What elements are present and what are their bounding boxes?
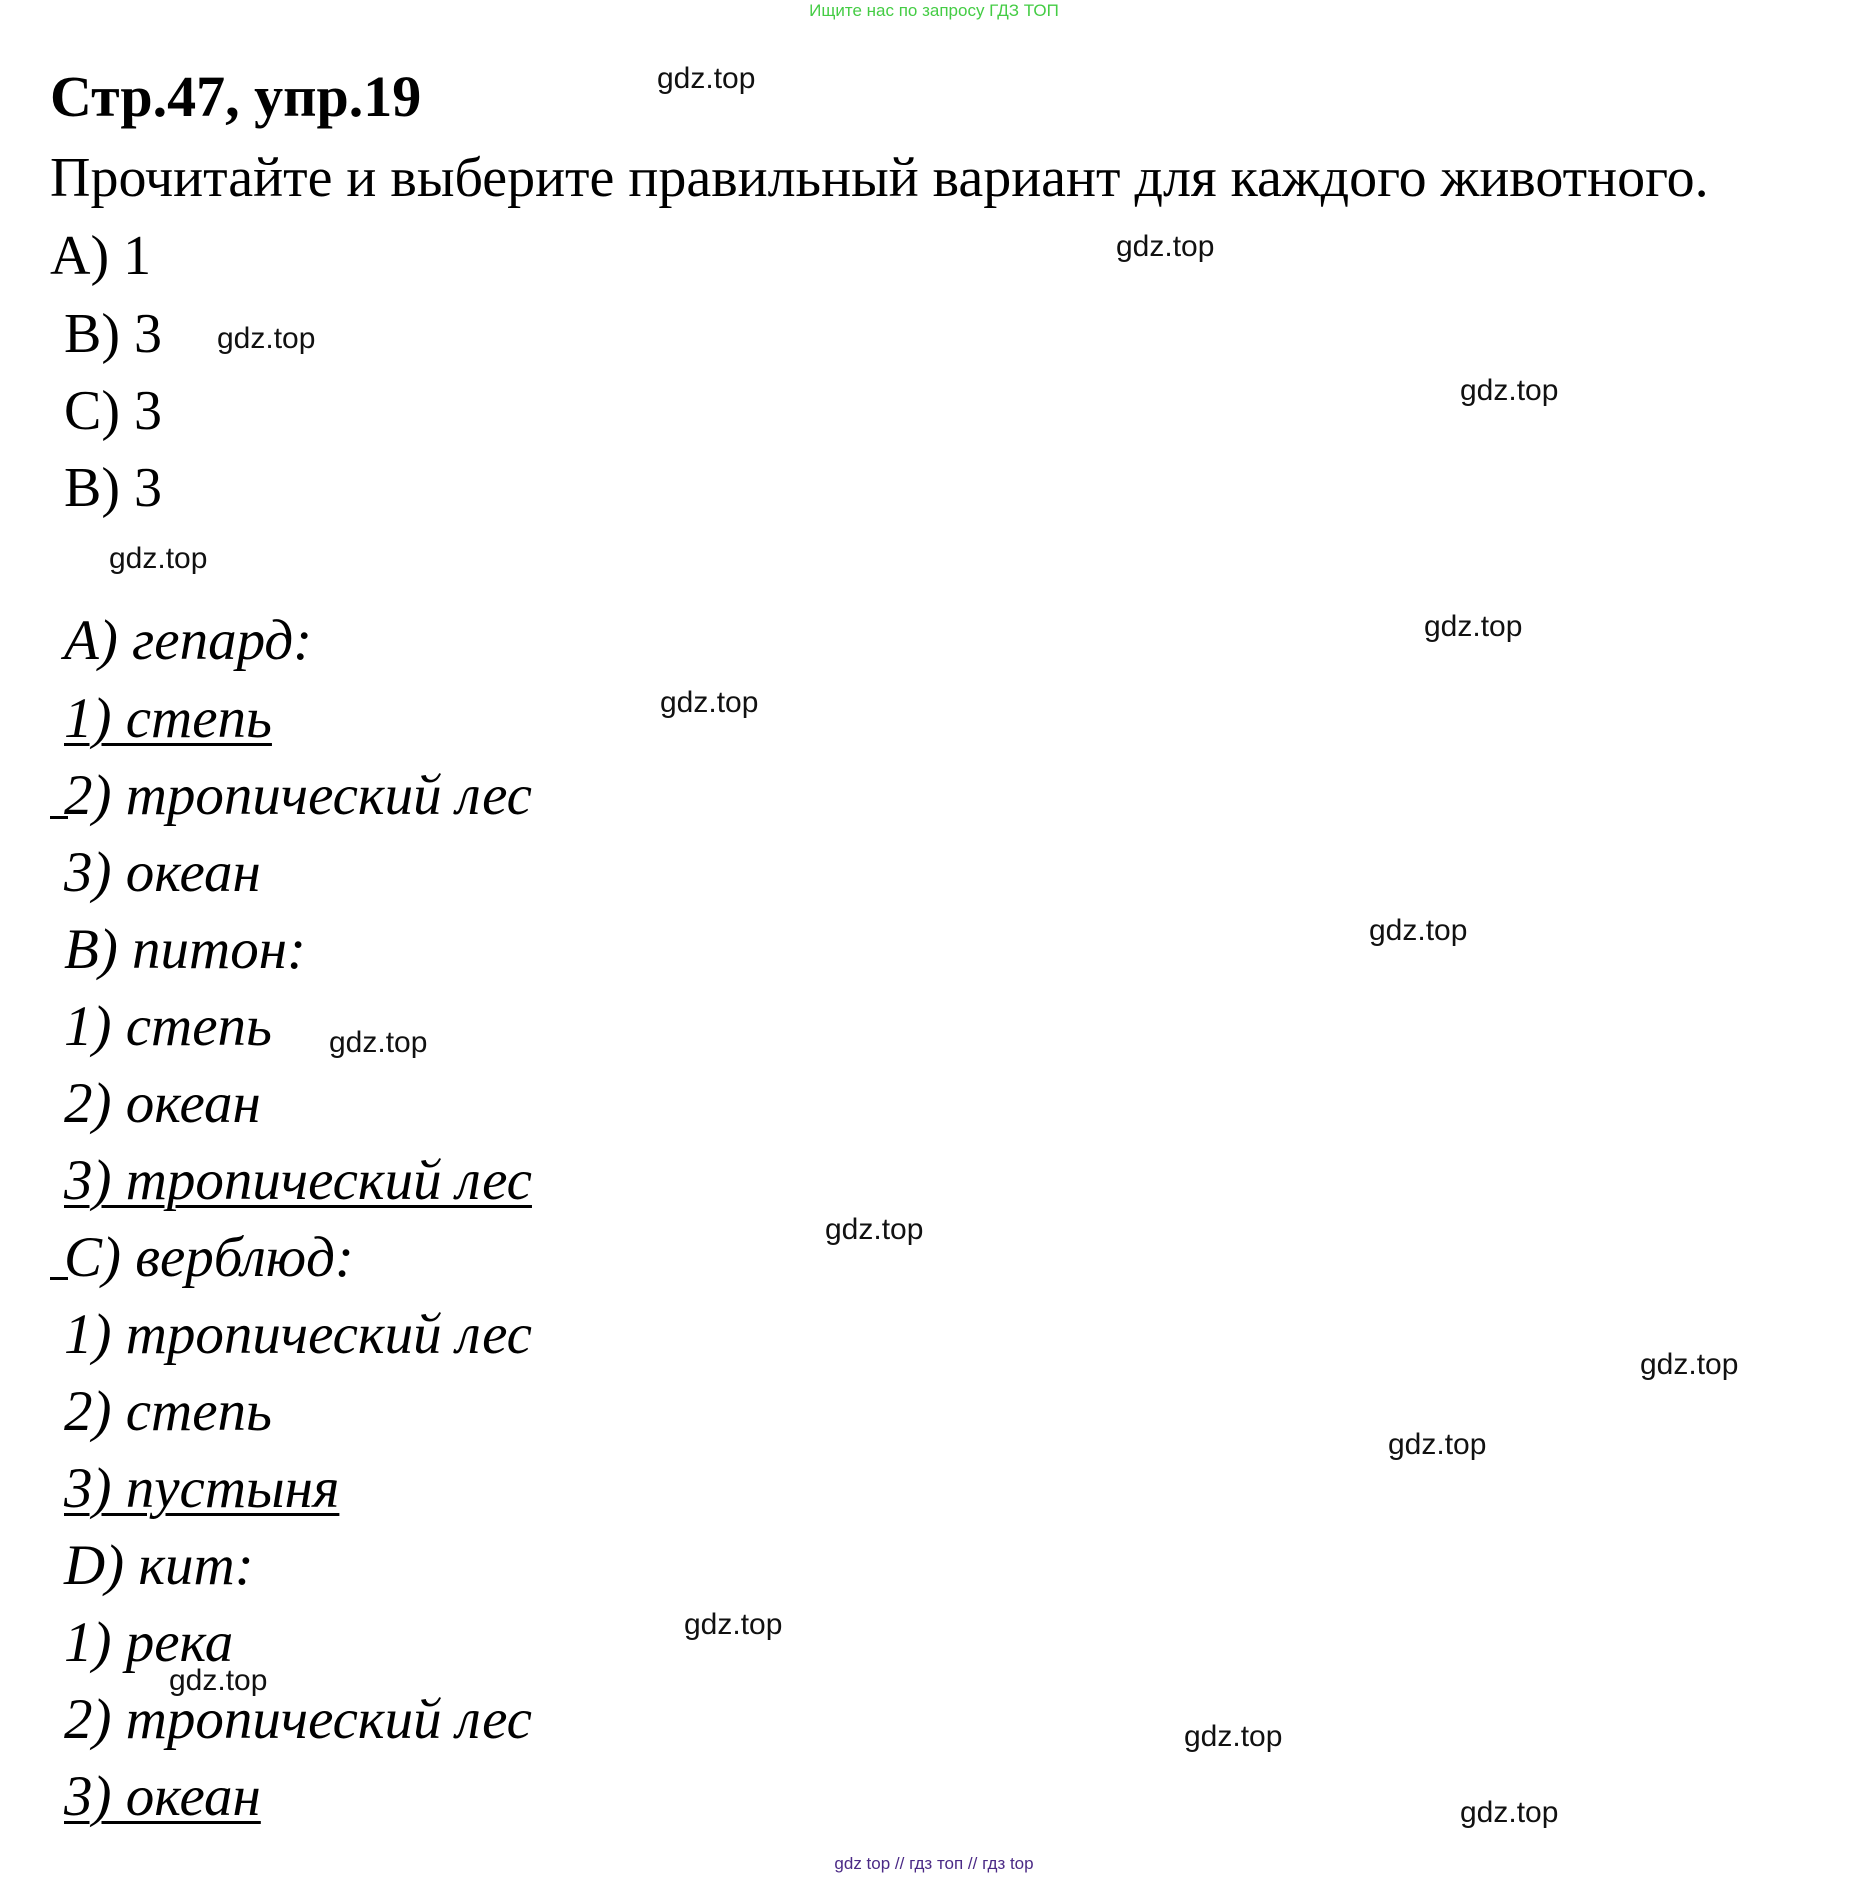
- watermark: gdz.top: [1184, 1720, 1283, 1753]
- watermark: gdz.top: [109, 542, 208, 575]
- footer-links: gdz top // гдз топ // гдз top: [834, 1854, 1034, 1873]
- option-python-2: 2) океан: [64, 1072, 261, 1135]
- option-cheetah-3: 3) океан: [64, 841, 261, 904]
- answer-c: C) 3: [64, 380, 162, 442]
- option-cheetah-2: 2) тропический лес: [64, 764, 532, 827]
- option-cheetah-1-correct: 1) степь: [64, 687, 272, 750]
- option-whale-2: 2) тропический лес: [64, 1688, 532, 1751]
- watermark: gdz.top: [657, 62, 756, 95]
- exercise-title: Стр.47, упр.19: [50, 64, 422, 129]
- option-camel-1: 1) тропический лес: [64, 1303, 532, 1366]
- watermark: gdz.top: [1460, 1796, 1559, 1829]
- watermark: gdz.top: [1116, 230, 1215, 263]
- option-whale-3-correct: 3) океан: [64, 1765, 261, 1828]
- option-camel-2: 2) степь: [64, 1380, 272, 1443]
- watermark: gdz.top: [169, 1664, 268, 1697]
- watermark: gdz.top: [660, 686, 759, 719]
- question-whale: D) кит:: [64, 1534, 254, 1597]
- watermark: gdz.top: [1369, 914, 1468, 947]
- option-whale-1: 1) река: [64, 1611, 234, 1674]
- option-python-3-correct: 3) тропический лес: [64, 1149, 532, 1212]
- exercise-instruction: Прочитайте и выберите правильный вариант для каждого животного.: [50, 147, 1709, 209]
- question-cheetah: A) гепард:: [64, 609, 313, 672]
- watermark: gdz.top: [1640, 1348, 1739, 1381]
- question-camel: C) верблюд:: [64, 1226, 354, 1289]
- answer-b: B) 3: [64, 303, 162, 365]
- watermark: gdz.top: [825, 1213, 924, 1246]
- watermark: gdz.top: [1388, 1428, 1487, 1461]
- watermark: gdz.top: [1460, 374, 1559, 407]
- watermark: gdz.top: [684, 1608, 783, 1641]
- option-python-1: 1) степь: [64, 995, 272, 1058]
- question-python: B) питон:: [64, 918, 306, 981]
- watermark: gdz.top: [1424, 610, 1523, 643]
- watermark: gdz.top: [217, 322, 316, 355]
- top-banner: Ищите нас по запросу ГДЗ ТОП: [809, 1, 1059, 20]
- option-camel-3-correct: 3) пустыня: [64, 1457, 340, 1520]
- watermark: gdz.top: [329, 1026, 428, 1059]
- answer-a: A) 1: [50, 225, 152, 287]
- answer-d: B) 3: [64, 457, 162, 519]
